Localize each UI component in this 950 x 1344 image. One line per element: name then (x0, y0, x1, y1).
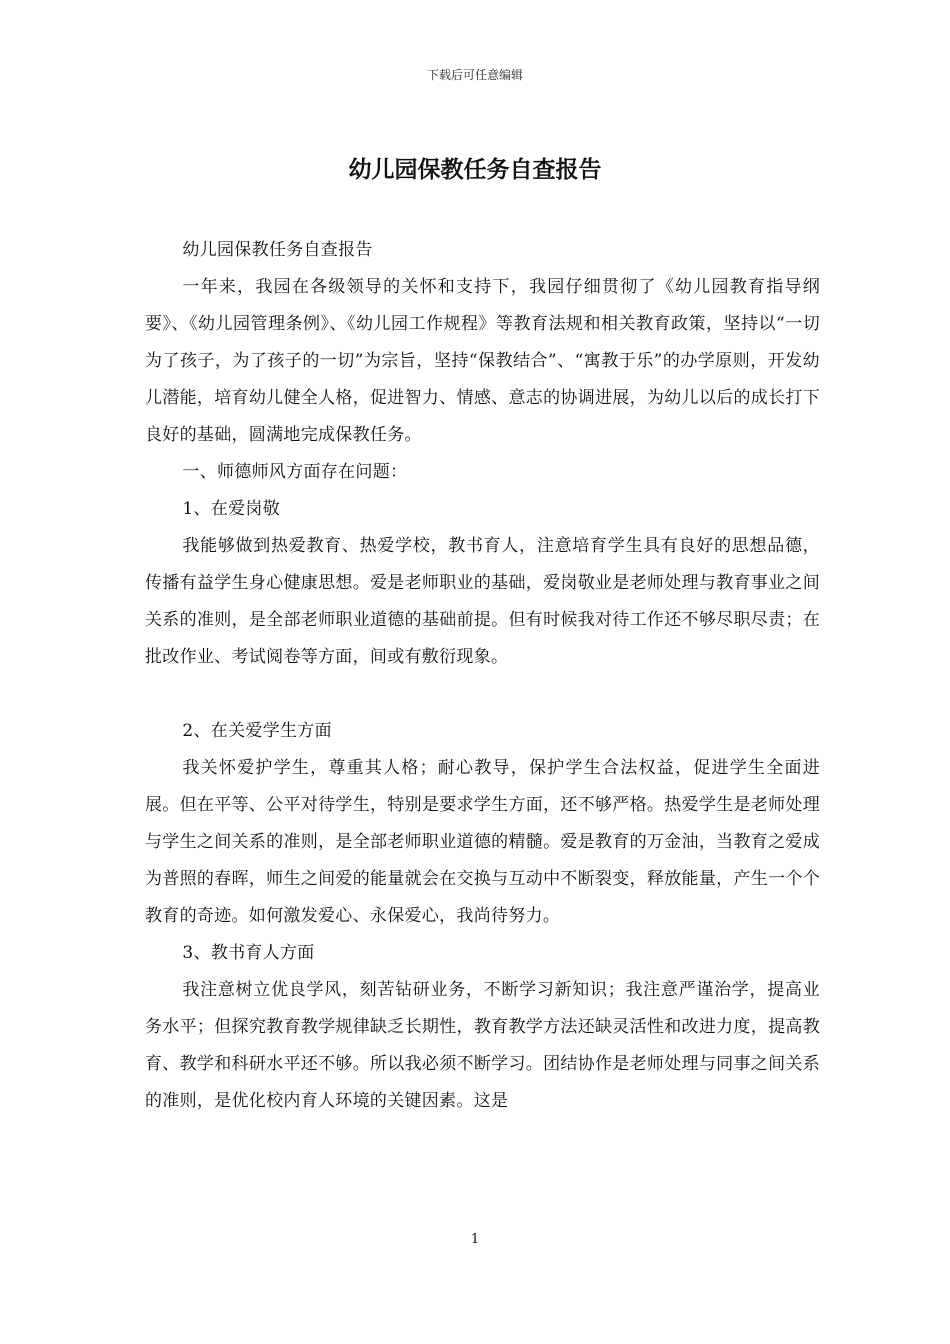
item-3-body: 我注意树立优良学风，刻苦钻研业务，不断学习新知识；我注意严谨治学，提高业务水平；但探究教育教学规律缺乏长期性，教育教学方法还缺灵活性和改进力度，提高教育、教学和科研水平还不够。所以我必须不断学习。团结协作是老师处理与同事之间关系的准则，是优化校内育人环境的关键因素。这是 (145, 980, 820, 1111)
item-3-heading: 3、教书育人方面 (182, 943, 315, 963)
paragraph-spacer (145, 676, 820, 713)
document-subtitle: 幼儿园保教任务自查报告 (182, 240, 373, 260)
item-2-heading: 2、在关爱学生方面 (182, 721, 332, 741)
document-title: 幼儿园保教任务自查报告 (348, 157, 602, 183)
intro-paragraph: 一年来，我园在各级领导的关怀和支持下，我园仔细贯彻了《幼儿园教育指导纲要》、《幼儿园管理条例》、《幼儿园工作规程》等教育法规和相关教育政策，坚持以“一切为了孩子，为了孩子的一切”为宗旨，坚持“保教结合”、“寓教于乐”的办学原则，开发幼儿潜能，培育幼儿健全人格，促进智力、情感、意志的协调进展，为幼儿以后的成长打下良好的基础，圆满地完成保教任务。 (145, 277, 820, 445)
page-number: 1 (470, 1232, 480, 1247)
item-1-heading: 1、在爱岗敬 (182, 499, 281, 519)
item-2-body: 我关怀爱护学生，尊重其人格；耐心教导，保护学生合法权益，促进学生全面进展。但在平等、公平对待学生，特别是要求学生方面，还不够严格。热爱学生是老师处理与学生之间关系的准则，是全部老师职业道德的精髓。爱是教育的万金油，当教育之爱成为普照的春晖，师生之间爱的能量就会在交换与互动中不断裂变，释放能量，产生一个个教育的奇迹。如何激发爱心、永保爱心，我尚待努力。 (145, 758, 820, 926)
header-note: 下载后可任意编辑 (426, 68, 523, 82)
item-1-body: 我能够做到热爱教育、热爱学校，教书育人，注意培育学生具有良好的思想品德，传播有益学生身心健康思想。爱是老师职业的基础，爱岗敬业是老师处理与教育事业之间关系的准则，是全部老师职业道德的基础前提。但有时候我对待工作还不够尽职尽责；在批改作业、考试阅卷等方面，间或有敷衍现象。 (145, 536, 820, 667)
section-1-heading: 一、师德师风方面存在问题： (182, 462, 408, 482)
document-body (145, 232, 820, 1120)
